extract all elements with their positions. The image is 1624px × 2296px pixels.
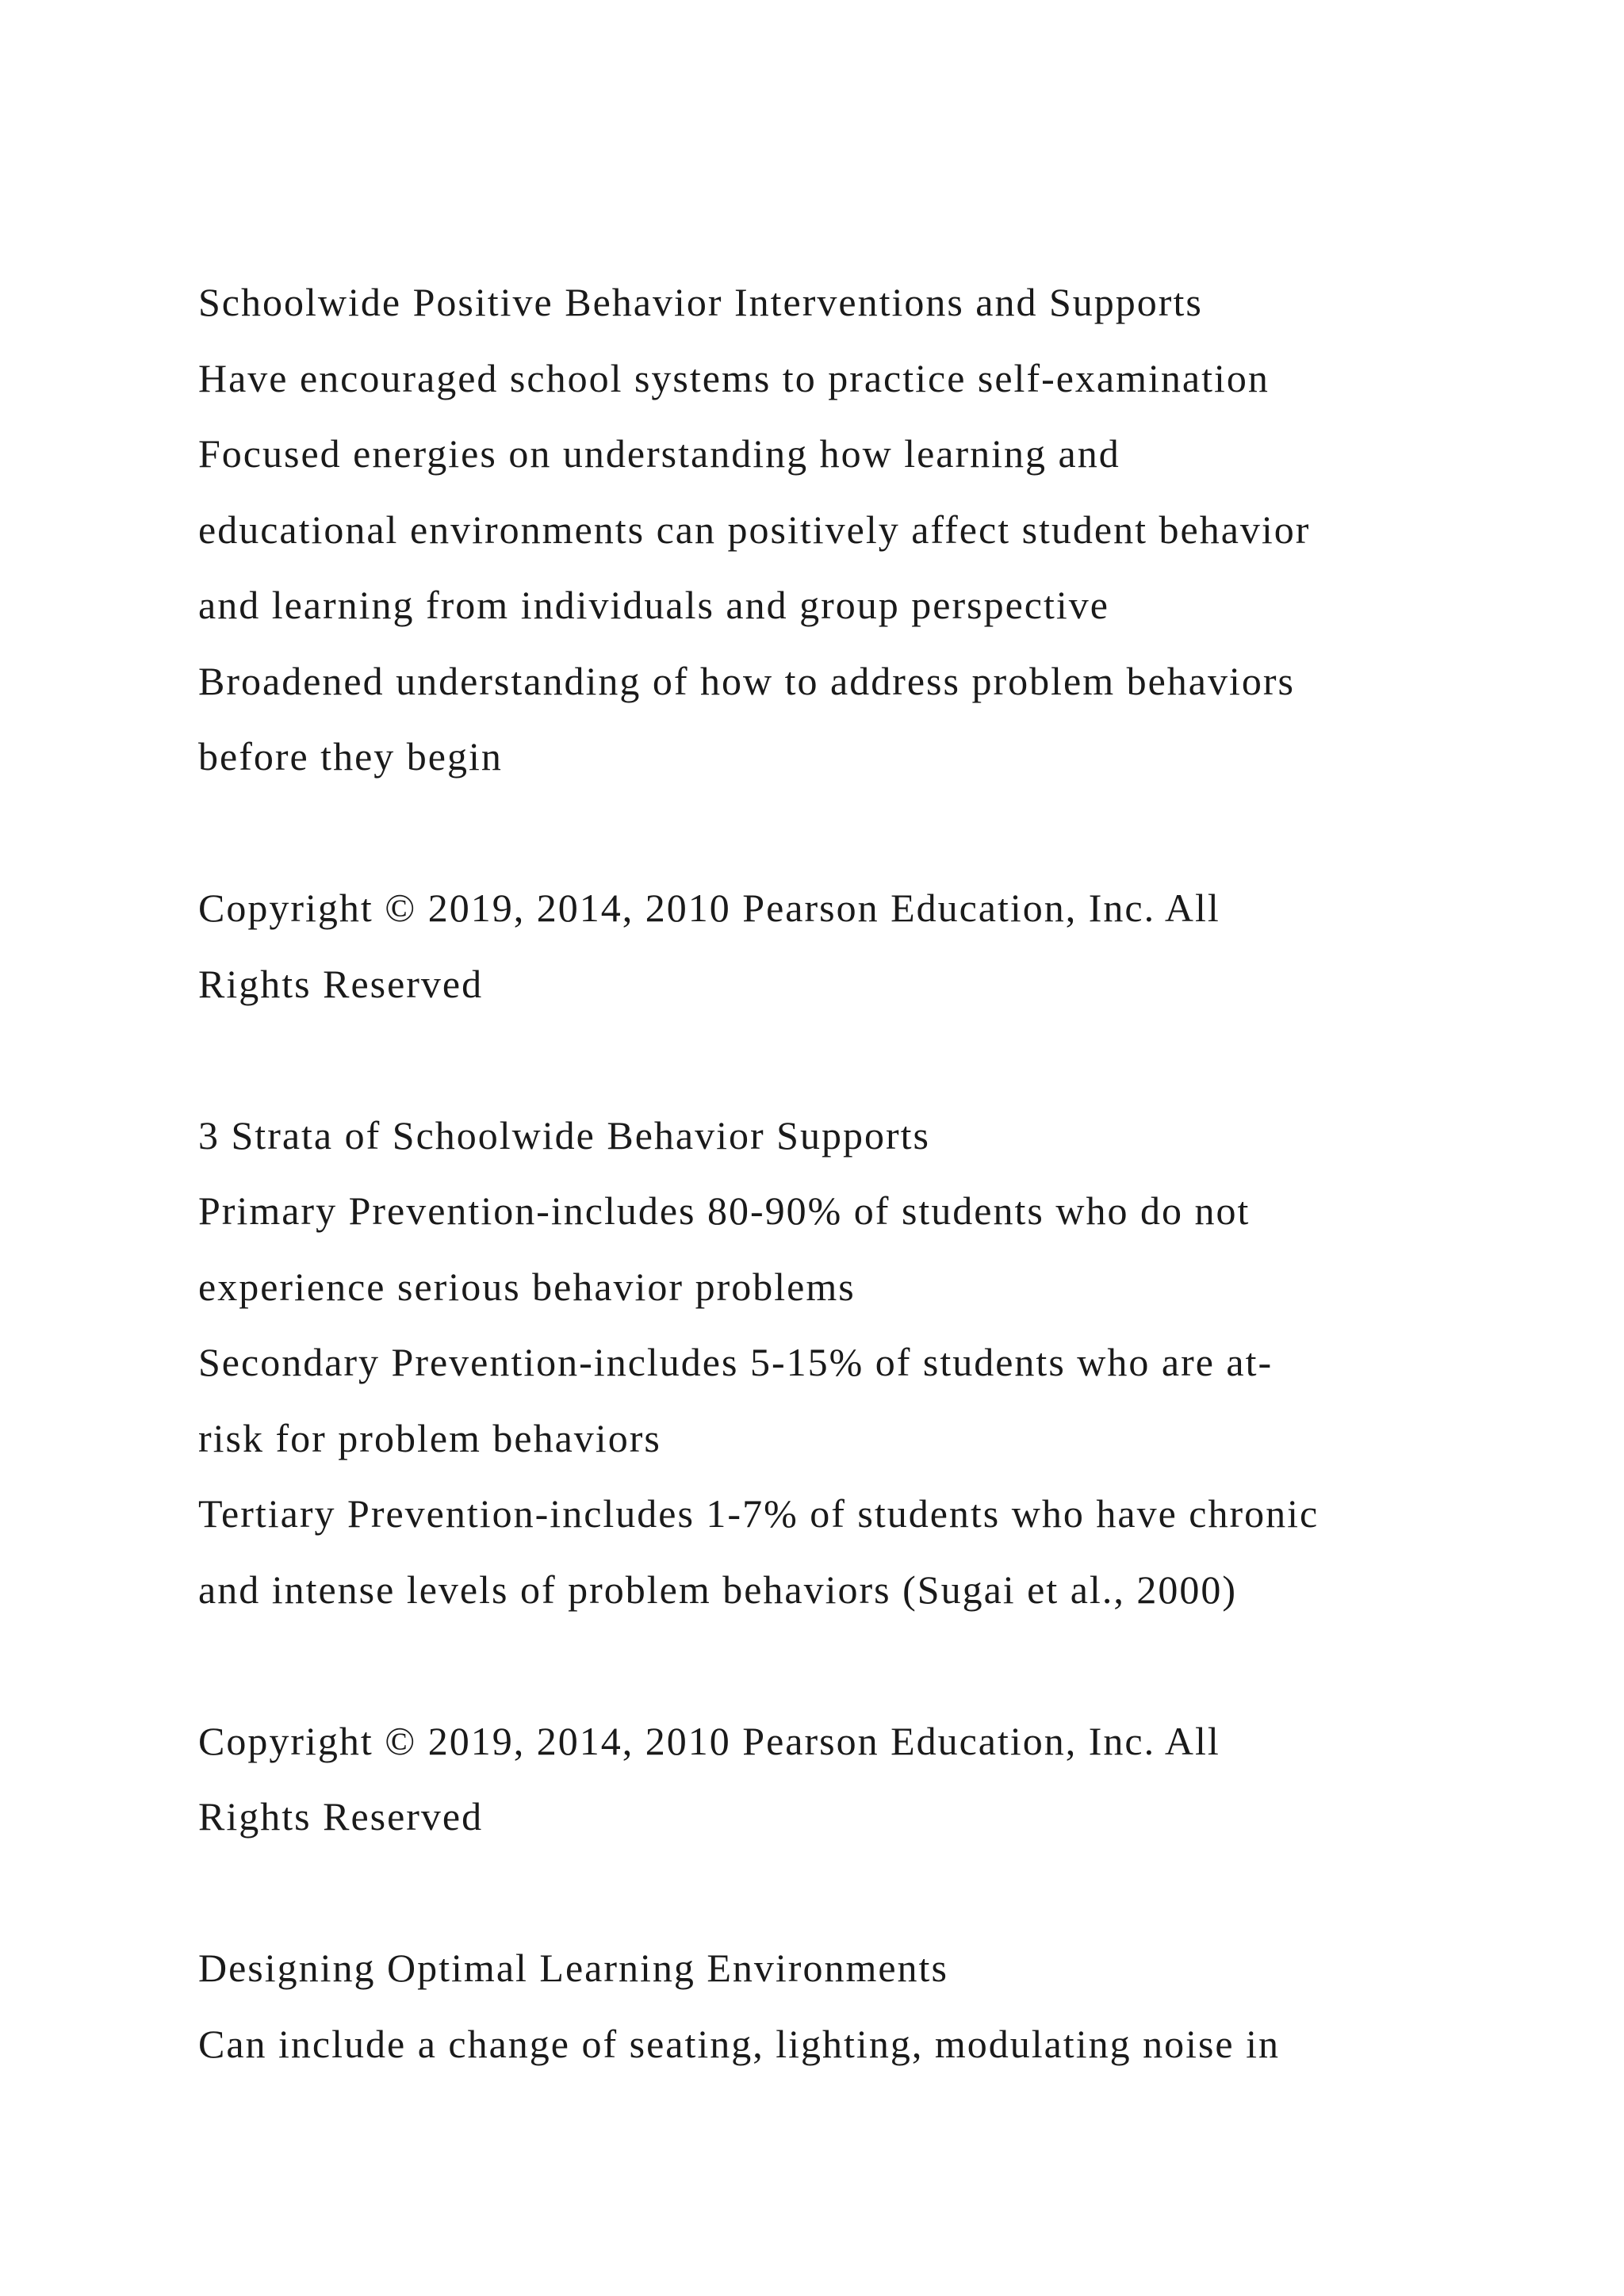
paragraph-spacer bbox=[198, 1022, 1499, 1098]
text-line: before they begin bbox=[198, 734, 503, 779]
copyright-notice: Copyright © 2019, 2014, 2010 Pearson Education, Inc. All bbox=[198, 886, 1220, 930]
copyright-notice: Rights Reserved bbox=[198, 961, 484, 1006]
paragraph-spacer bbox=[198, 795, 1499, 871]
copyright-notice: Rights Reserved bbox=[198, 1794, 484, 1839]
text-line: Secondary Prevention-includes 5-15% of students who are at- bbox=[198, 1340, 1274, 1384]
paragraph-spacer bbox=[198, 1855, 1499, 1931]
text-line: and learning from individuals and group perspective bbox=[198, 583, 1109, 627]
text-line: educational environments can positively affect student behavior bbox=[198, 507, 1311, 552]
section-heading-spbis: Schoolwide Positive Behavior Interventions and Supports bbox=[198, 280, 1203, 324]
paragraph-spacer bbox=[198, 1628, 1499, 1704]
text-line: risk for problem behaviors bbox=[198, 1415, 661, 1460]
section-heading-learning-environments: Designing Optimal Learning Environments bbox=[198, 1946, 948, 1990]
text-line: experience serious behavior problems bbox=[198, 1264, 856, 1309]
text-line: Tertiary Prevention-includes 1-7% of students who have chronic bbox=[198, 1491, 1320, 1536]
copyright-notice: Copyright © 2019, 2014, 2010 Pearson Education, Inc. All bbox=[198, 1718, 1220, 1763]
text-line: Broadened understanding of how to address problem behaviors bbox=[198, 658, 1295, 703]
text-line: Primary Prevention-includes 80-90% of students who do not bbox=[198, 1188, 1251, 1233]
text-line: Can include a change of seating, lighting, modulating noise in bbox=[198, 2021, 1281, 2066]
text-line: Have encouraged school systems to practice self-examination bbox=[198, 355, 1270, 400]
text-line: Focused energies on understanding how learning and bbox=[198, 431, 1120, 476]
text-line: and intense levels of problem behaviors (Sugai et al., 2000) bbox=[198, 1567, 1237, 1612]
section-heading-strata: 3 Strata of Schoolwide Behavior Supports bbox=[198, 1112, 930, 1158]
document-body bbox=[198, 265, 1499, 2082]
